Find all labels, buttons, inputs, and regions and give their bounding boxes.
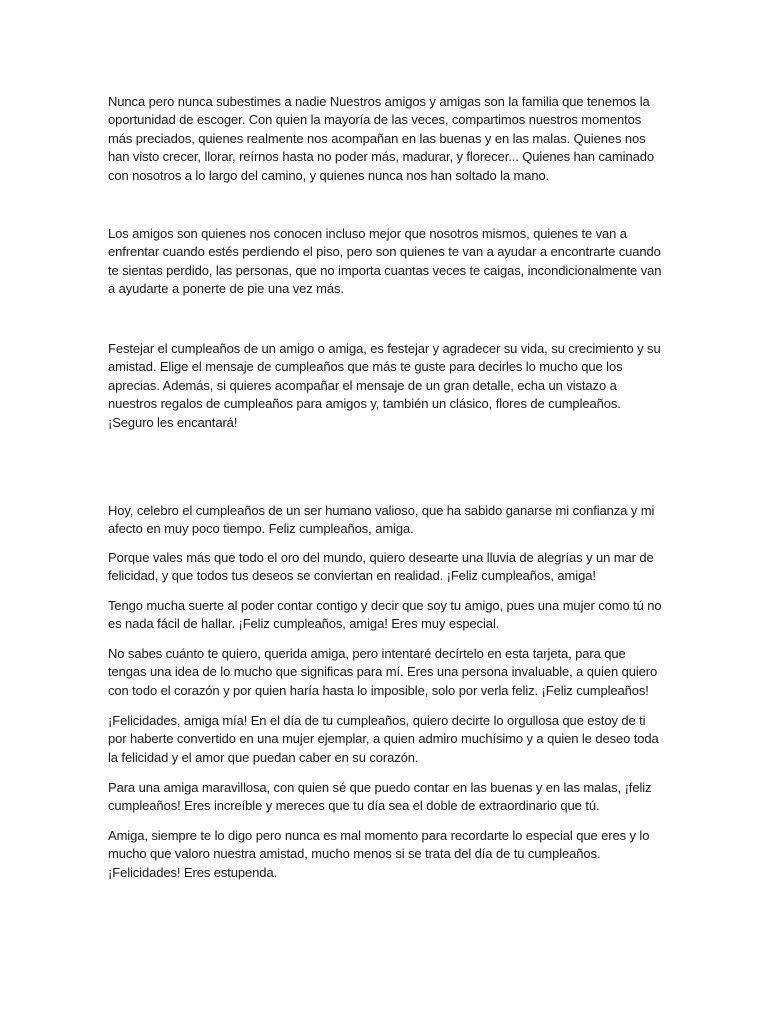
paragraph-message-1: Hoy, celebro el cumpleaños de un ser humano valioso, que ha sabido ganarse mi confianza y mi afecto en muy poco tiempo. Feliz cumpleaños, amiga. <box>108 503 655 537</box>
paragraph-message-4: No sabes cuánto te quiero, querida amiga, pero intentaré decírtelo en esta tarjeta, para que tengas una idea de lo mucho que significas para mí. Eres una persona invaluable, a quien quiero con todo el corazón y por quien haría hasta lo imposible, solo por verla feliz. ¡Feliz cumpleaños! <box>108 646 658 698</box>
paragraph-message-7: Amiga, siempre te lo digo pero nunca es mal momento para recordarte lo especial que eres y lo mucho que valoro nuestra amistad, mucho menos si se trata del día de tu cumpleaños. ¡Felicidades! Eres estupenda. <box>108 828 650 880</box>
paragraph-message-6: Para una amiga maravillosa, con quien sé que puedo contar en las buenas y en las malas, ¡feliz cumpleaños! Eres increíble y mereces que tu día sea el doble de extraordinario que tú. <box>108 780 652 814</box>
paragraph-friends-know-us: Los amigos son quienes nos conocen incluso mejor que nosotros mismos, quienes te van a enfrentar cuando estés perdiendo el piso, pero son quienes te van a ayudar a encontrarte cuando te sientas perdido, las personas, que no importa cuantas veces te caigas, incondicionalmente van a ayudarte a ponerte de pie una vez más. <box>108 226 662 297</box>
paragraph-message-3: Tengo mucha suerte al poder contar contigo y decir que soy tu amigo, pues una mujer como tú no es nada fácil de hallar. ¡Feliz cumpleaños, amiga! Eres muy especial. <box>108 598 662 632</box>
paragraph-message-2: Porque vales más que todo el oro del mundo, quiero desearte una lluvia de alegrías y un mar de felicidad, y que todos tus deseos se conviertan en realidad. ¡Feliz cumpleaños, amiga! <box>108 550 654 584</box>
paragraph-celebrate-birthday: Festejar el cumpleaños de un amigo o amiga, es festejar y agradecer su vida, su crecimiento y su amistad. Elige el mensaje de cumpleaños que más te guste para decirles lo mucho que los aprecias. Además, si quieres acompañar el mensaje de un gran detalle, echa un vistazo a nuestros regalos de cumpleaños para amigos y, también un clásico, flores de cumpleaños. ¡Seguro les encantará! <box>108 341 661 430</box>
paragraph-intro-friends: Nunca pero nunca subestimes a nadie Nuestros amigos y amigas son la familia que tenemos la oportunidad de escoger. Con quien la mayoría de las veces, compartimos nuestros momentos más preciados, quienes realmente nos acompañan en las buenas y en las malas. Quienes nos han visto crecer, llorar, reírnos hasta no poder más, madurar, y florecer... Quienes han caminado con nosotros a lo largo del camino, y quienes nunca nos han soltado la mano. <box>108 94 654 183</box>
paragraph-message-5: ¡Felicidades, amiga mía! En el día de tu cumpleaños, quiero decirte lo orgullosa que estoy de ti por haberte convertido en una mujer ejemplar, a quien admiro muchísimo y a quien le deseo toda la felicidad y el amor que puedan caber en su corazón. <box>108 713 659 765</box>
